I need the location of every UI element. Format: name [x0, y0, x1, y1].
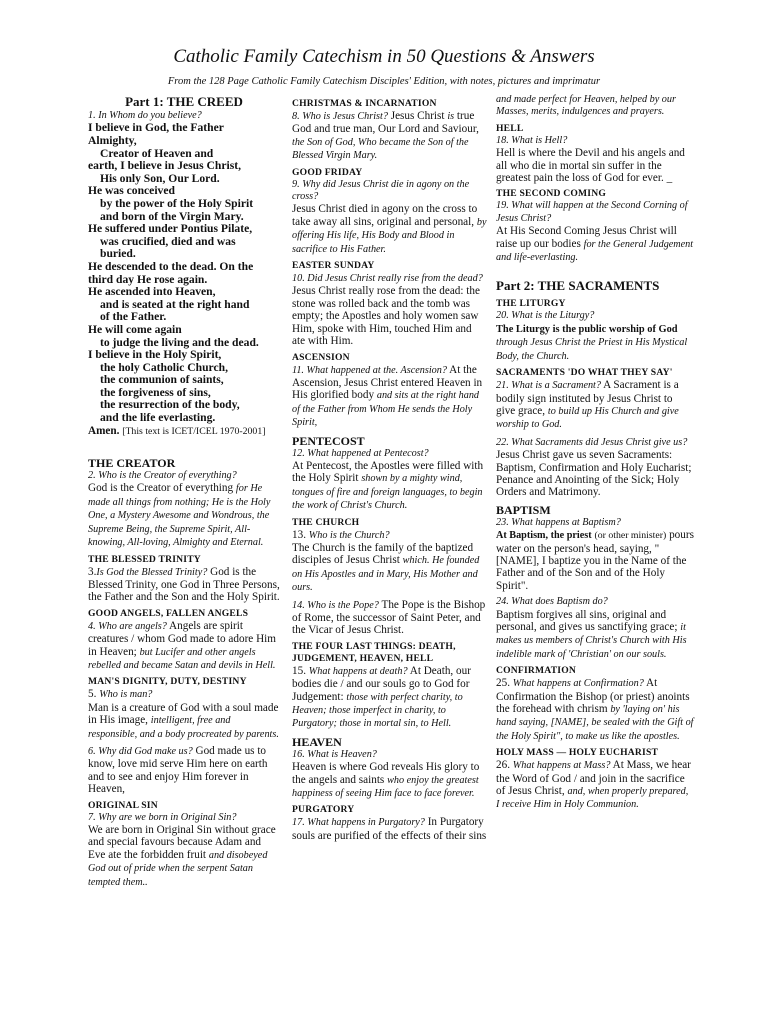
question-1: 1. In Whom do you believe?: [88, 110, 202, 121]
creed-line: was crucified, died and was: [100, 234, 236, 248]
liturgy-heading: THE LITURGY: [496, 298, 566, 310]
answer-17: 17. What happens in Purgatory? In Purgatory souls are purified of the effects of their sins: [292, 816, 487, 842]
christmas-heading: CHRISTMAS & INCARNATION: [292, 98, 437, 109]
part2-heading: Part 2: THE SACRAMENTS: [496, 278, 660, 294]
pentecost-heading: PENTECOST: [292, 433, 365, 448]
creed-line: He will come again: [88, 322, 182, 336]
creed-line: and is seated at the right hand: [100, 297, 250, 311]
question-16: 16. What is Heaven?: [292, 748, 377, 760]
creed-line: the holy Catholic Church,: [100, 360, 228, 374]
question-24: 24. What does Baptism do?: [496, 596, 608, 608]
column-2: [292, 94, 487, 842]
original-sin-heading: ORIGINAL SIN: [88, 799, 158, 811]
heaven-heading: HEAVEN: [292, 734, 342, 749]
answer-7: We are born in Original Sin without grace and special favours because Adam and Eve ate the forbidden fruit and disobeyed God out of pride when the serpent Satan tempted them..: [88, 824, 276, 888]
part1-heading: Part 1: THE CREED: [125, 94, 243, 109]
ascension-heading: ASCENSION: [292, 351, 350, 363]
question-20: 20. What is the Liturgy?: [496, 310, 595, 322]
answer-4: 4. Who are angels? Angels are spirit creatures / whom God made to adore Him in Heaven; but Lucifer and other angels rebelled and became Satan and devils in Hell.: [88, 619, 276, 671]
baptism-heading: BAPTISM: [496, 502, 551, 517]
creed-amen: Amen. [This text is ICET/ICEL 1970-2001]: [88, 424, 266, 437]
answer-10: 10. Did Jesus Christ really rise from the dead? Jesus Christ really rose from the dead: the stone was rolled back and the tomb was empty; the Apostles and holy women saw Him, spoke with Him, touched Him and ate with Him.: [292, 273, 483, 348]
hell-heading: HELL: [496, 122, 524, 134]
creed-line: His only Son, Our Lord.: [100, 171, 220, 185]
answer-20: The Liturgy is the public worship of God through Jesus Christ the Priest in His Mystical Body, the Church.: [496, 323, 688, 362]
creed-text: [88, 122, 280, 424]
creed-line: the communion of saints,: [100, 373, 224, 387]
answer-18: Hell is where the Devil and his angels and all who die in mortal sin suffer in the greatest pain the loss of God for ever. _: [496, 147, 685, 185]
confirmation-heading: CONFIRMATION: [496, 665, 577, 677]
question-18: 18. What is Hell?: [496, 134, 568, 146]
question-19: 19. What will happen at the Second Corning of Jesus Christ?: [496, 200, 688, 224]
answer-23: At Baptism, the priest (or other minister) pours water on the person's head, saying, "[NAME], I baptize you in the Name of the Father and of the Son and of the Holy Spirit".: [496, 529, 694, 592]
trinity-heading: THE BLESSED TRINITY: [88, 553, 201, 565]
creed-line: Almighty,: [88, 134, 137, 147]
creed-line: He ascended into Heaven,: [88, 285, 216, 299]
answer-6: 6. Why did God make us? God made us to know, love mid serve Him here on earth and to see and enjoy Him forever in Heaven,: [88, 744, 268, 796]
creed-line: Creator of Heaven and: [100, 146, 214, 160]
answer-3: 3.Is God the Blessed Trinity? God is the Blessed Trinity, one God in Three Persons, the Father and the Son and the Holy Spirit.: [88, 565, 280, 604]
question-13: 13. Who is the Church?: [292, 528, 390, 541]
answer-9: Jesus Christ died in agony on the cross to take away all sins, original and personal, by offering His life, His Body and Blood in sacrifice to His Father.: [292, 203, 487, 255]
church-heading: THE CHURCH: [292, 516, 360, 528]
good-friday-heading: GOOD FRIDAY: [292, 166, 363, 178]
creed-line: third day He rose again.: [88, 272, 208, 286]
answer-13: The Church is the family of the baptized disciples of Jesus Christ which. He founded on His Apostles and in Mary, His Mother and ours.: [292, 541, 480, 594]
column-1: [88, 94, 280, 889]
purgatory-heading: PURGATORY: [292, 804, 355, 816]
four-last-things-heading: THE FOUR LAST THINGS: DEATH, JUDGEMENT, HEAVEN, HELL: [292, 640, 456, 664]
creed-line: I believe in the Holy Spirit,: [88, 348, 222, 362]
answer-15: 15. What happens at death? At Death, our bodies die / and our souls go to God for Judgement: those with perfect charity, to Heaven; those imperfect in charity, to Purgatory; those in mortal sin, to Hell.: [292, 664, 471, 730]
answer-22: 22. What Sacraments did Jesus Christ give us? Jesus Christ gave us seven Sacraments: Baptism, Confirmation and Holy Eucharist; Penance and Anointing of the Sick; Holy Orders and Matrimony.: [496, 436, 692, 499]
answer-21: 21. What is a Sacrament? A Sacrament is a bodily sign instituted by Jesus Christ to give grace, to build up His Church and give worship to God.: [496, 379, 679, 431]
page-subtitle: From the 128 Page Catholic Family Catechism Disciples' Edition, with notes, pictures and imprimatur: [167, 76, 601, 87]
answer-5: Man is a creature of God with a soul made in His image, intelligent, free and responsible, and a body procreated by parents.: [88, 701, 279, 740]
second-coming-heading: THE SECOND COMING: [496, 188, 607, 200]
creed-line: buried.: [100, 247, 136, 261]
page-title: Catholic Family Catechism in 50 Questions & Answers: [173, 46, 595, 67]
creed-line: He was conceived: [88, 184, 175, 198]
question-9: 9. Why did Jesus Christ die in agony on the cross?: [292, 178, 470, 203]
sacraments-heading: SACRAMENTS 'DO WHAT THEY SAY': [496, 367, 673, 379]
creed-line: the resurrection of the body,: [100, 398, 240, 412]
creed-line: and the life everlasting.: [100, 411, 216, 425]
creed-line: to judge the living and the dead.: [100, 335, 259, 349]
man-heading: MAN'S DIGNITY, DUTY, DESTINY: [88, 676, 247, 688]
creator-heading: THE CREATOR: [88, 456, 176, 471]
question-5: 5. Who is man?: [88, 688, 153, 701]
creed-line: the forgiveness of sins,: [100, 385, 211, 399]
creed-line: He suffered under Pontius Pilate,: [88, 222, 253, 236]
answer-12: At Pentecost, the Apostles were filled with the Holy Spirit shown by a mighty wind, tongues of fire and foreign languages, to begin the work of Christ's Church.: [292, 459, 484, 512]
question-23: 23. What happens at Baptism?: [496, 516, 621, 528]
creed-line: by the power of the Holy Spirit: [100, 196, 254, 210]
question-7: 7. Why are we born in Original Sin?: [88, 811, 237, 823]
holy-mass-heading: HOLY MASS — HOLY EUCHARIST: [496, 747, 659, 759]
answer-25: 25. What happens at Confirmation? At Confirmation the Bishop (or priest) anoints the forehead with chrism by 'laying on' his hand saying, [NAME], be sealed with the Gift of the Holy Spirit", to make us like the apostles.: [496, 677, 694, 742]
answer-2: God is the Creator of everything for He made all things from nothing; He is the Holy One, a Mystery Awesome and Wondrous, the Supreme Being, the Supreme Spirit, All-knowing, All-loving, Almighty and Eternal.: [88, 482, 271, 549]
question-12: 12. What happened at Pentecost?: [292, 447, 429, 459]
answer-11: 11. What happened at the. Ascension? At the Ascension, Jesus Christ entered Heaven in His glorified body and sits at the right hand of the Father from Whom He sends the Holy Spirit,: [292, 363, 483, 429]
creed-line: He descended to the dead. On the: [88, 259, 254, 273]
question-2: 2. Who is the Creator of everything?: [88, 470, 237, 482]
easter-heading: EASTER SUNDAY: [292, 260, 375, 272]
creed-line: of the Father.: [100, 310, 167, 324]
answer-8: 8. Who is Jesus Christ? Jesus Christ is true God and true man, Our Lord and Saviour, the Son of God, Who became the Son of the Blessed Virgin Mary.: [292, 110, 479, 162]
creed-line: I believe in God, the Father: [88, 121, 224, 135]
purgatory-continued: and made perfect for Heaven, helped by our Masses, merits, indulgences and prayers.: [496, 94, 676, 118]
answer-16: Heaven is where God reveals His glory to the angels and saints who enjoy the greatest happiness of seeing Him face to face forever.: [292, 761, 480, 800]
column-3: [496, 94, 694, 812]
creed-line: and born of the Virgin Mary.: [100, 209, 244, 223]
creed-line: earth, I believe in Jesus Christ,: [88, 159, 241, 173]
angels-heading: GOOD ANGELS, FALLEN ANGELS: [88, 607, 249, 619]
answer-19: At His Second Coming Jesus Christ will raise up our bodies for the General Judgement and life-everlasting.: [496, 225, 694, 264]
answer-24: Baptism forgives all sins, original and personal, and gives us sanctifying grace; it makes us members of Christ's Church with His indelible mark of 'Christian' on our souls.: [496, 608, 687, 660]
answer-14: 14. Who is the Pope? The Pope is the Bishop of Rome, the successor of Saint Peter, and the Vicar of Jesus Christ.: [292, 598, 486, 637]
answer-26: 26. What happens at Mass? At Mass, we hear the Word of God / and join in the sacrifice of Jesus Christ, and, when properly prepared, I receive Him in Holy Communion.: [496, 759, 691, 811]
